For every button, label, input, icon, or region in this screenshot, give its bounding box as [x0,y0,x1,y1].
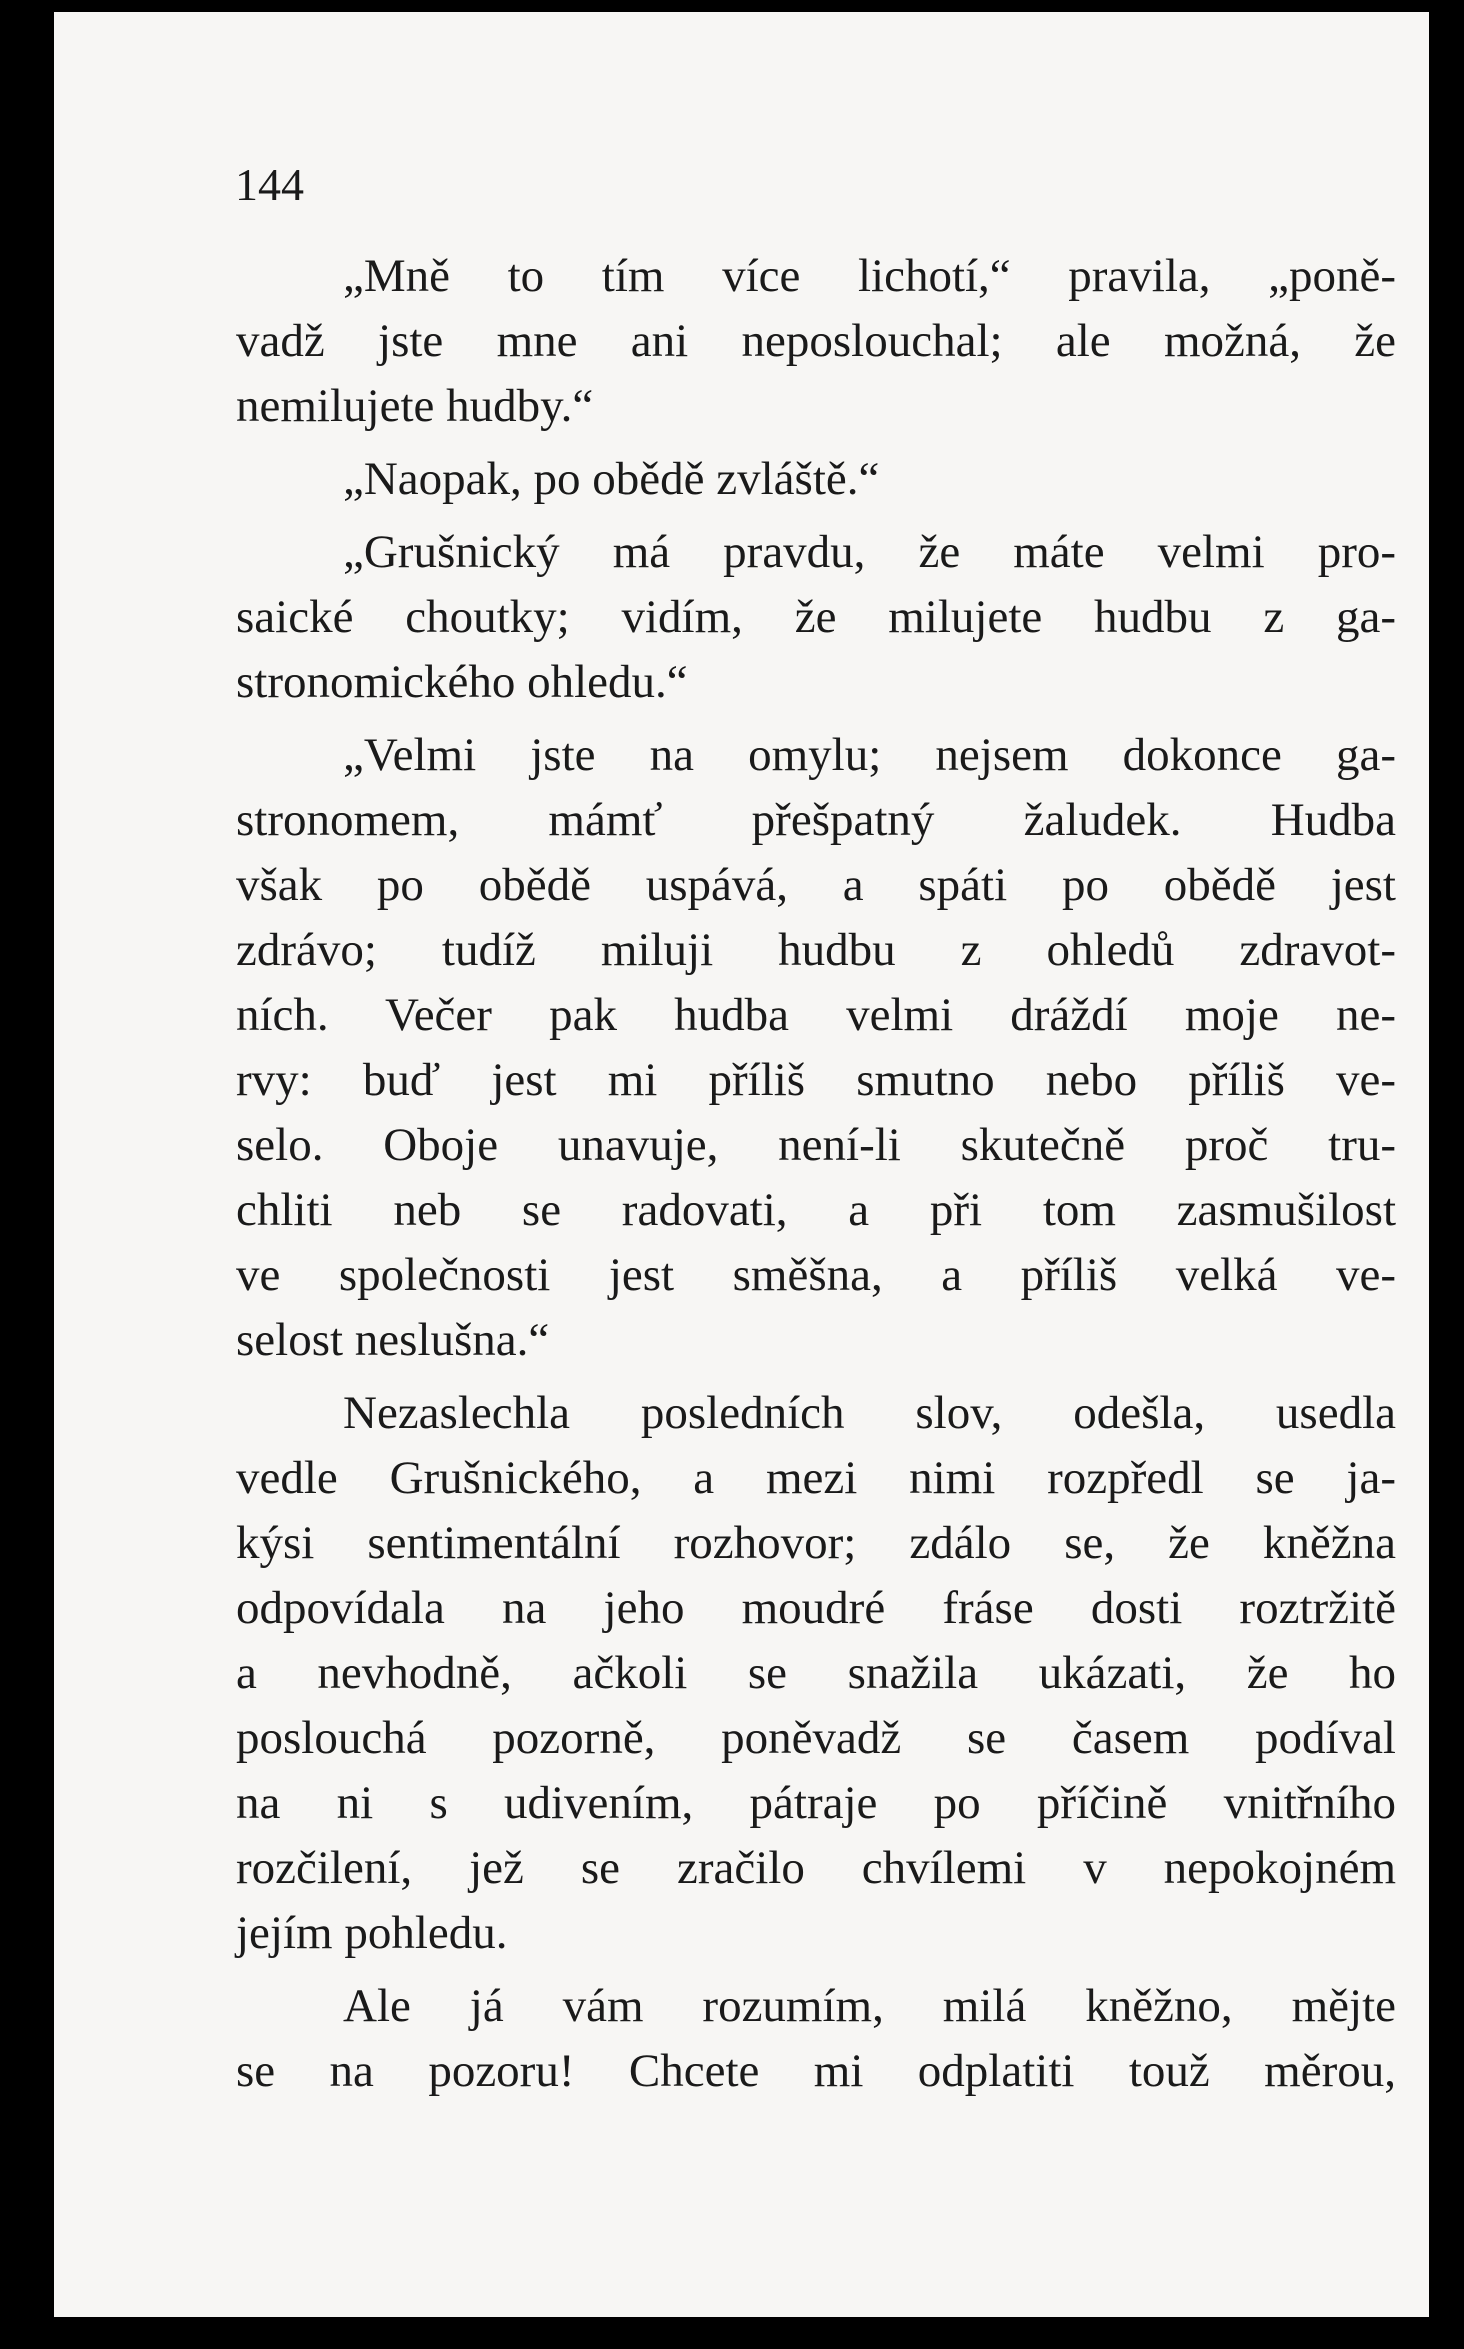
text-line: „Grušnický má pravdu, že máte velmi pro- [343,526,1396,578]
paragraph-gap [236,1966,1396,1974]
text-line: stronomického ohledu.“ [236,656,688,708]
text-line: Ale já vám rozumím, milá kněžno, mějte [343,1980,1396,2032]
text-line: stronomem, mámť přešpatný žaludek. Hudba [236,794,1396,846]
text-line: jejím pohledu. [236,1907,508,1959]
body-text [236,244,1396,2104]
text-line: kýsi sentimentální rozhovor; zdálo se, že kněžna [236,1517,1396,1569]
paragraph-gap [236,1373,1396,1381]
paragraph-gap [236,715,1396,723]
text-line: vadž jste mne ani neposlouchal; ale možná, že [236,315,1396,367]
text-line: se na pozoru! Chcete mi odplatiti touž měrou, [236,2045,1396,2097]
book-page [54,12,1429,2317]
paragraph [236,520,1396,715]
text-line: rvy: buď jest mi příliš smutno nebo příliš ve- [236,1054,1396,1106]
text-line: odpovídala na jeho moudré fráse dosti roztržitě [236,1582,1396,1634]
text-line: „Velmi jste na omylu; nejsem dokonce ga- [343,729,1396,781]
page-number: 144 [235,159,304,210]
text-line: saické choutky; vidím, že milujete hudbu z ga- [236,591,1396,643]
text-line: selost neslušna.“ [236,1314,550,1366]
paragraph [236,723,1396,1373]
text-line: a nevhodně, ačkoli se snažila ukázati, že ho [236,1647,1396,1699]
text-line: vedle Grušnického, a mezi nimi rozpředl se ja- [236,1452,1396,1504]
text-line: rozčilení, jež se zračilo chvílemi v nepokojném [236,1842,1396,1894]
text-line: „Mně to tím více lichotí,“ pravila, „poně- [343,250,1396,302]
text-line: nemilujete hudby.“ [236,380,594,432]
text-line: na ni s udivením, pátraje po příčině vnitřního [236,1777,1396,1829]
paragraph [236,1381,1396,1966]
text-line: ve společnosti jest směšna, a příliš velká ve- [236,1249,1396,1301]
text-line: chliti neb se radovati, a při tom zasmušilost [236,1184,1396,1236]
text-line: zdrávo; tudíž miluji hudbu z ohledů zdravot- [236,924,1396,976]
text-line: však po obědě uspává, a spáti po obědě jest [236,859,1396,911]
text-line: selo. Oboje unavuje, není-li skutečně proč tru- [236,1119,1396,1171]
paragraph [236,244,1396,439]
paragraph [236,447,1396,512]
paragraph-gap [236,512,1396,520]
paragraph [236,1974,1396,2104]
paragraph-gap [236,439,1396,447]
text-line: „Naopak, po obědě zvláště.“ [343,453,880,505]
text-line: poslouchá pozorně, poněvadž se časem podíval [236,1712,1396,1764]
text-line: Nezaslechla posledních slov, odešla, usedla [343,1387,1396,1439]
text-line: ních. Večer pak hudba velmi dráždí moje ne- [236,989,1396,1041]
